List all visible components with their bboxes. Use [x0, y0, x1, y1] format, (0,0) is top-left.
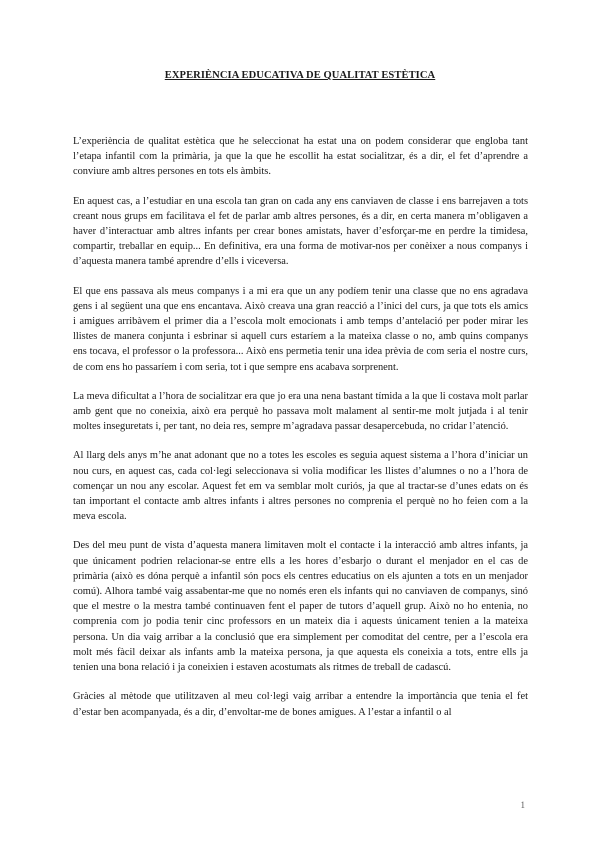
paragraph-6: Des del meu punt de vista d’aquesta manera limitaven molt el contacte i la interacció amb altres infants, ja que únicament podrien relacionar-se entre ells a les hores d’esbarjo o durant el menjador en el cas de primària (això es dóna perquè a infantil són pocs els centres educatius on els ajunten a tots en un menjador comú). Alhora també vaig assabentar-me que no només eren els infants qui no canviaven de companys, sinó que el mestre o la mestra també continuaven fent el paper de tutors d’aquell grup. Això no ho entenia, no comprenia com jo podia tenir cinc professors en un mateix dia i aquests únicament tenien a la mateixa persona. Un dia vaig arribar a la conclusió que era simplement per comoditat del centre, per a l’escola era molt més fàcil deixar als infants amb la mateixa persona, ja que aquesta els coneixia a tots, entre ells ja tenien una bona relació i ja coneixien i estaven acostumats als ritmes de treball de cadascú. [73, 540, 528, 674]
document-body [73, 134, 528, 734]
document-title: EXPERIÈNCIA EDUCATIVA DE QUALITAT ESTÈTICA [164, 70, 436, 81]
paragraph-2: En aquest cas, a l’estudiar en una escola tan gran on cada any ens canviaven de classe i ens barrejaven a tots creant nous grups em facilitava el fet de parlar amb altres persones, és a dir, en certa manera m’obligaven a haver d’interactuar amb altres infants per crear bones amistats, haver d’esforçar-me en perdre la timidesa, compartir, treballar en equip... En definitiva, era una forma de motivar-nos per conèixer a nous companys i d’aquesta manera també aprendre d’ells i viceversa. [73, 195, 528, 268]
paragraph-5: Al llarg dels anys m’he anat adonant que no a totes les escoles es seguia aquest sistema a l’hora d’iniciar un nou curs, en aquest cas, cada col·legi seleccionava si volia modificar les llistes d’alumnes o no a l’hora de començar un nou any escolar. Aquest fet em va semblar molt curiós, ja que al tractar-se d’unes edats on és tan important el contacte amb altres infants i altres persones no comprenia el perquè no ho feien com a la meva escola. [73, 450, 528, 523]
paragraph-3: El que ens passava als meus companys i a mi era que un any podíem tenir una classe que no ens agradava gens i al següent una que ens encantava. Això creava una gran reacció a l’inici del curs, ja que tots els amics i amigues arribàvem el primer dia a l’escola molt emocionats i amb temps d’antelació per poder mirar les llistes de manera conjunta i esbrinar si aquell curs estaríem a la mateixa classe o no, amb quins companys ens tocava, el professor o la professora... Això ens permetia tenir una idea prèvia de com seria el nostre curs, de com ens ho passaríem i com seria, tot i que sempre ens acabava sorprenent. [73, 285, 528, 373]
page-number: 1 [520, 800, 525, 810]
paragraph-7: Gràcies al mètode que utilitzaven al meu col·legi vaig arribar a entendre la importància que tenia el fet d’estar ben acompanyada, és a dir, d’envoltar-me de bones amigues. A l’estar a infantil o al [73, 691, 528, 718]
paragraph-4: La meva dificultat a l’hora de socialitzar era que jo era una nena bastant tímida a la que li costava molt parlar amb gent que no coneixia, això era perquè ho passava molt malament al sentir-me molt jutjada i al tenir moltes inseguretats i, per tant, no deia res, sempre m’agradava passar desapercebuda, no cridar l’atenció. [73, 390, 528, 433]
paragraph-1: L’experiència de qualitat estètica que he seleccionat ha estat una on podem considerar que engloba tant l’etapa infantil com la primària, ja que la que he escollit ha estat socialitzar, és a dir, el fet d’aprendre a conviure amb altres persones en tots els àmbits. [73, 136, 528, 178]
